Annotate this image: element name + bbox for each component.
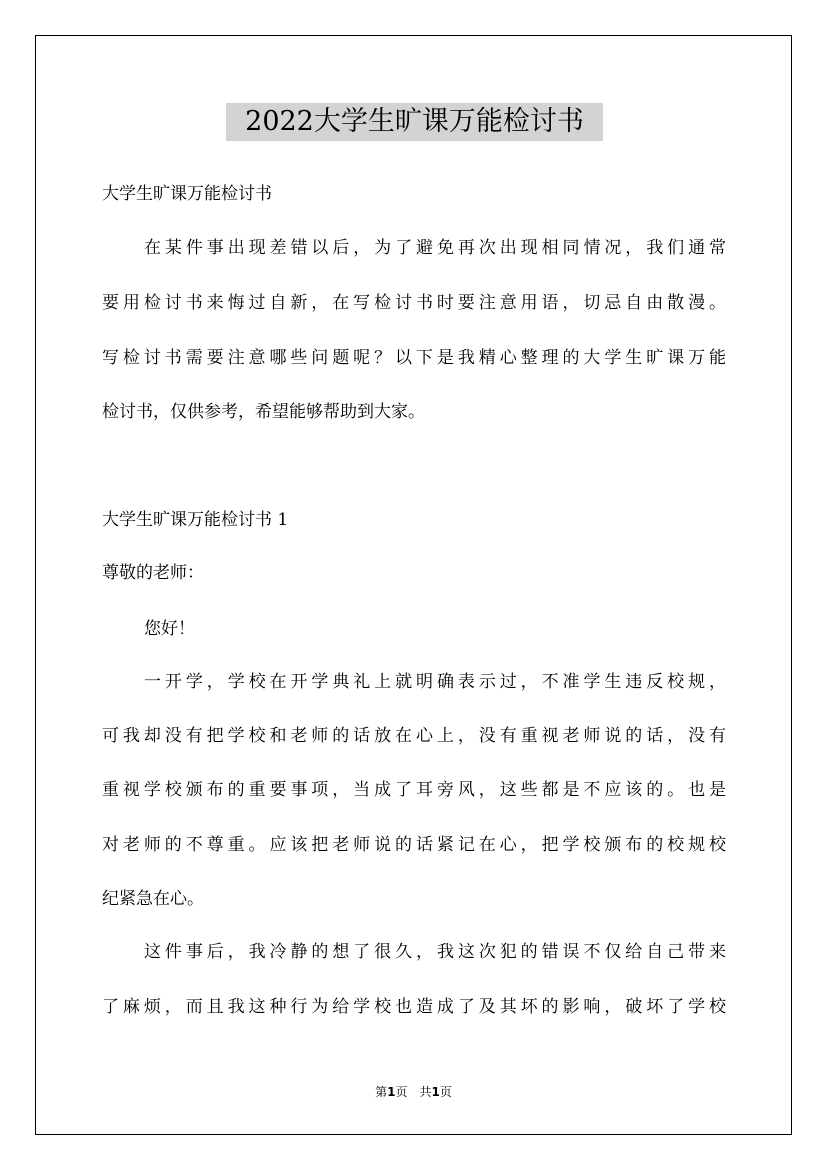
page-number-footer [0, 1084, 827, 1100]
footer-current-page: 1 [387, 1085, 396, 1099]
footer-mid: 页 共 [395, 1085, 432, 1099]
intro-line: 在某件事出现差错以后，为了避免再次出现相同情况，我们通常 [144, 238, 726, 258]
paragraph-line: 纪紧急在心。 [102, 889, 204, 909]
intro-line: 要用检讨书来悔过自新，在写检讨书时要注意用语，切忌自由散漫。 [102, 293, 726, 313]
paragraph-line: 对老师的不尊重。应该把老师说的话紧记在心，把学校颁布的校规校 [102, 835, 726, 855]
footer-suffix: 页 [439, 1085, 452, 1099]
paragraph-line: 了麻烦，而且我这种行为给学校也造成了及其坏的影响，破坏了学校 [102, 997, 726, 1017]
document-title: 2022大学生旷课万能检讨书 [226, 103, 603, 141]
intro-line: 检讨书，仅供参考，希望能够帮助到大家。 [102, 402, 425, 422]
paragraph-line: 重视学校颁布的重要事项，当成了耳旁风，这些都是不应该的。也是 [102, 780, 726, 800]
intro-line: 写检讨书需要注意哪些问题呢？以下是我精心整理的大学生旷课万能 [102, 348, 726, 368]
paragraph-line: 可我却没有把学校和老师的话放在心上，没有重视老师说的话，没有 [102, 726, 726, 746]
document-subtitle: 大学生旷课万能检讨书 [102, 184, 272, 204]
footer-total-pages: 1 [431, 1085, 440, 1099]
paragraph-line: 一开学，学校在开学典礼上就明确表示过，不准学生违反校规， [144, 672, 726, 692]
salutation: 尊敬的老师： [102, 563, 204, 583]
footer-prefix: 第 [375, 1085, 388, 1099]
greeting: 您好！ [144, 619, 195, 639]
paragraph-line: 这件事后，我冷静的想了很久，我这次犯的错误不仅给自己带来 [144, 942, 726, 962]
section-heading: 大学生旷课万能检讨书 1 [102, 510, 289, 530]
